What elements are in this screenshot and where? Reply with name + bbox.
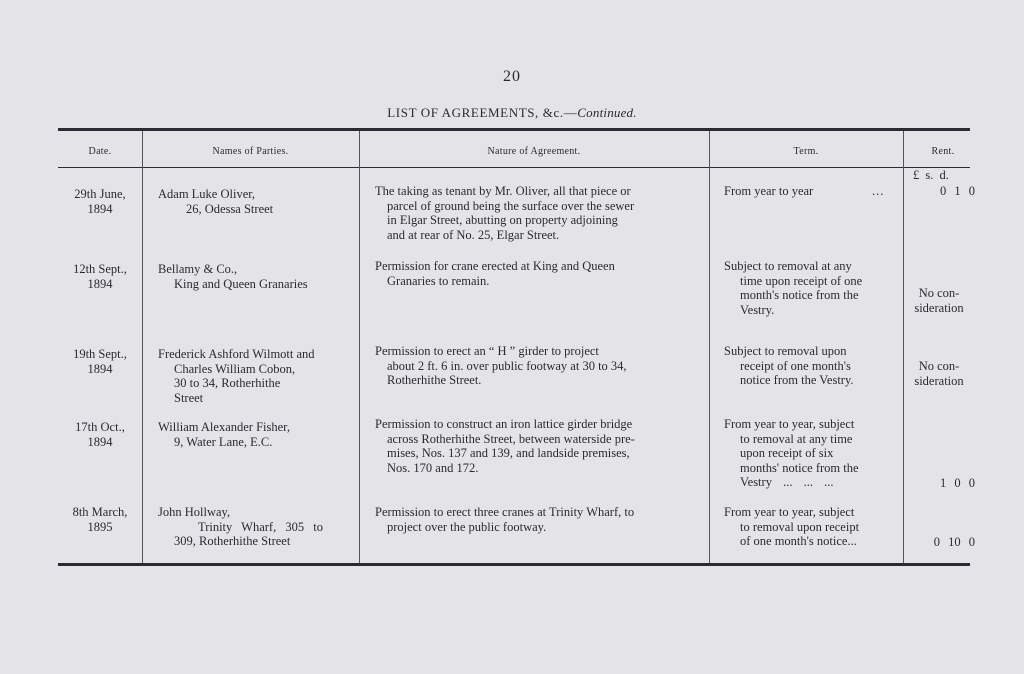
party-line: 30 to 34, Rotherhithe: [174, 376, 281, 391]
term-line: Vestry ... ... ...: [740, 475, 834, 490]
rent-units: £ s. d.: [913, 168, 949, 182]
rent-value: No con-: [918, 359, 960, 373]
row-parties: [158, 262, 308, 291]
row-nature: [375, 505, 698, 534]
nature-line: Permission to construct an iron lattice girder bridge: [375, 417, 633, 431]
row-parties: [158, 347, 315, 405]
nature-line: Permission for crane erected at King and Queen: [375, 259, 615, 273]
table-header-rule: [58, 167, 970, 168]
row-rent: [903, 476, 975, 491]
party-line: King and Queen Granaries: [174, 276, 308, 291]
term-line: From year to year: [724, 184, 814, 198]
row-nature: [375, 344, 698, 388]
term-line: months' notice from the: [740, 460, 859, 475]
row-nature: [375, 259, 698, 288]
row-rent: [903, 286, 975, 315]
row-nature: [375, 417, 698, 475]
term-ellipsis: ...: [872, 184, 885, 198]
row-nature: [375, 184, 698, 242]
date-line: 1894: [87, 201, 113, 216]
party-line: 9, Water Lane, E.C.: [174, 434, 273, 449]
date-line: 12th Sept.,: [73, 262, 127, 276]
row-parties: [158, 505, 323, 549]
row-parties: [158, 187, 273, 216]
party-line: 26, Odessa Street: [186, 201, 274, 216]
row-term: [724, 259, 890, 317]
row-term: [724, 417, 890, 490]
term-line: to removal at any time: [740, 431, 853, 446]
row-date: [58, 505, 142, 534]
title-main: LIST OF AGREEMENTS, &c.—: [387, 105, 578, 120]
term-line: receipt of one month's: [740, 358, 851, 373]
date-line: 8th March,: [72, 505, 128, 519]
party-line: 309, Rotherhithe Street: [174, 534, 291, 549]
date-line: 29th June,: [74, 187, 126, 201]
date-line: 1894: [87, 276, 113, 291]
term-line: Subject to removal at any: [724, 259, 852, 273]
row-term: [724, 344, 890, 388]
rent-value: 1 0 0: [940, 476, 975, 490]
header-parties: Names of Parties.: [212, 146, 289, 157]
party-line: Trinity Wharf, 305 to: [198, 519, 323, 534]
table-top-rule: [58, 128, 970, 131]
row-term: [724, 505, 890, 549]
rent-value: No con-: [918, 286, 960, 300]
page-title: [0, 105, 1024, 121]
rent-value: 0 10 0: [933, 535, 975, 549]
nature-line: Permission to erect an “ H ” girder to project: [375, 344, 599, 358]
title-continued: Continued.: [577, 105, 637, 120]
nature-line: project over the public footway.: [387, 519, 547, 534]
party-line: John Hollway,: [158, 505, 231, 519]
row-date: [58, 262, 142, 291]
nature-line: across Rotherhithe Street, between waterside pre-: [387, 431, 635, 446]
date-line: 17th Oct.,: [75, 420, 125, 434]
nature-line: in Elgar Street, abutting on property adjoining: [387, 213, 618, 228]
party-line: Bellamy & Co.,: [158, 262, 238, 276]
header-nature: Nature of Agreement.: [487, 146, 581, 157]
term-line: Vestry.: [740, 302, 775, 317]
party-line: Charles William Cobon,: [174, 361, 296, 376]
party-line: William Alexander Fisher,: [158, 420, 290, 434]
nature-line: and at rear of No. 25, Elgar Street.: [387, 227, 560, 242]
row-rent: [903, 535, 975, 550]
header-term: Term.: [793, 146, 819, 157]
nature-line: Permission to erect three cranes at Trinity Wharf, to: [375, 505, 635, 519]
party-line: Adam Luke Oliver,: [158, 187, 256, 201]
column-divider: [142, 131, 143, 563]
term-line: notice from the Vestry.: [740, 373, 854, 388]
rent-value: sideration: [914, 373, 964, 388]
nature-line: about 2 ft. 6 in. over public footway at 30 to 34,: [387, 358, 627, 373]
rent-value: sideration: [914, 300, 964, 315]
nature-line: mises, Nos. 137 and 139, and landside premises,: [387, 446, 630, 461]
row-rent: [903, 359, 975, 388]
header-rent: Rent.: [931, 146, 955, 157]
row-term: [724, 184, 890, 199]
nature-line: Granaries to remain.: [387, 273, 490, 288]
column-divider: [709, 131, 710, 563]
date-line: 19th Sept.,: [73, 347, 127, 361]
row-parties: [158, 420, 290, 449]
column-divider: [359, 131, 360, 563]
header-date: Date.: [88, 146, 112, 157]
rent-value: 0 1 0: [940, 184, 975, 198]
term-line: Subject to removal upon: [724, 344, 847, 358]
table-bottom-rule: [58, 563, 970, 566]
party-line: Frederick Ashford Wilmott and: [158, 347, 315, 361]
nature-line: parcel of ground being the surface over the sewer: [387, 198, 635, 213]
page-number: 20: [503, 68, 521, 85]
term-line: From year to year, subject: [724, 417, 855, 431]
nature-line: Nos. 170 and 172.: [387, 460, 479, 475]
nature-line: Rotherhithe Street.: [387, 373, 482, 388]
term-line: time upon receipt of one: [740, 273, 863, 288]
date-line: 1895: [87, 519, 113, 534]
date-line: 1894: [87, 434, 113, 449]
date-line: 1894: [87, 361, 113, 376]
term-line: upon receipt of six: [740, 446, 834, 461]
nature-line: The taking as tenant by Mr. Oliver, all that piece or: [375, 184, 631, 198]
row-date: [58, 347, 142, 376]
term-line: of one month's notice...: [740, 534, 857, 549]
term-line: to removal upon receipt: [740, 519, 860, 534]
row-rent: [903, 184, 975, 199]
row-date: [58, 420, 142, 449]
party-line: Street: [174, 390, 204, 405]
term-line: month's notice from the: [740, 288, 859, 303]
row-date: [58, 187, 142, 216]
term-line: From year to year, subject: [724, 505, 855, 519]
